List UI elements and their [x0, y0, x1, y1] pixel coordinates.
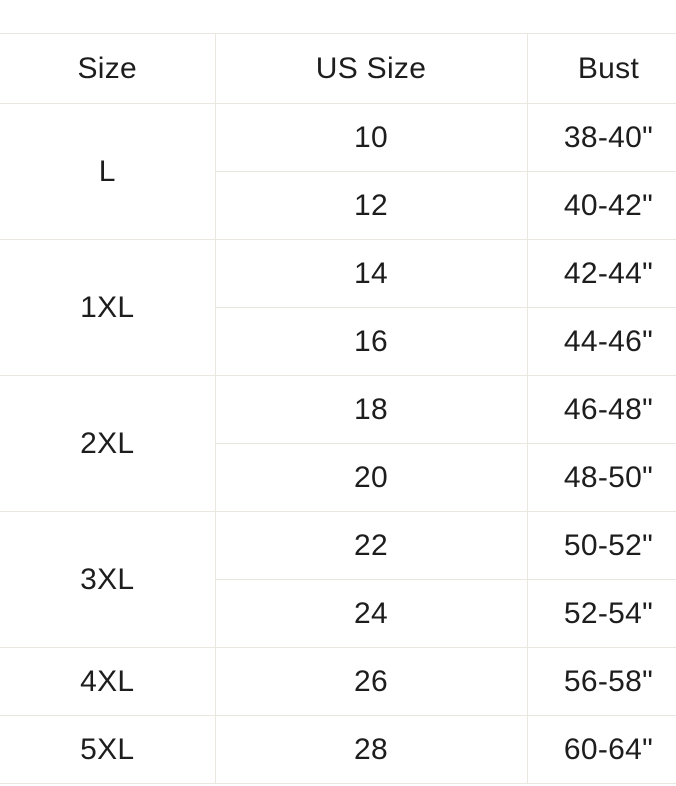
us-size-cell: 10	[215, 104, 527, 172]
bust-cell: 52-54"	[527, 580, 676, 648]
bust-cell: 46-48"	[527, 376, 676, 444]
us-size-cell: 18	[215, 376, 527, 444]
header-row	[0, 34, 676, 104]
col-header-us-size: US Size	[215, 34, 527, 104]
col-header-size: Size	[0, 34, 215, 104]
bust-cell: 40-42"	[527, 172, 676, 240]
size-group-cell-1xl: 1XL	[0, 240, 215, 376]
bust-cell: 60-64"	[527, 716, 676, 784]
size-group-cell-5xl: 5XL	[0, 716, 215, 784]
table-row	[0, 240, 676, 308]
us-size-cell: 14	[215, 240, 527, 308]
us-size-cell: 24	[215, 580, 527, 648]
us-size-cell: 12	[215, 172, 527, 240]
bust-cell: 56-58"	[527, 648, 676, 716]
bust-cell: 48-50"	[527, 444, 676, 512]
col-header-bust: Bust	[527, 34, 676, 104]
bust-cell: 38-40"	[527, 104, 676, 172]
us-size-cell: 28	[215, 716, 527, 784]
table-row	[0, 648, 676, 716]
table-row	[0, 376, 676, 444]
size-chart-table	[0, 33, 676, 784]
us-size-cell: 20	[215, 444, 527, 512]
us-size-cell: 26	[215, 648, 527, 716]
bust-cell: 50-52"	[527, 512, 676, 580]
bust-cell: 42-44"	[527, 240, 676, 308]
bust-cell: 44-46"	[527, 308, 676, 376]
size-group-cell-4xl: 4XL	[0, 648, 215, 716]
table-row	[0, 104, 676, 172]
table-row	[0, 716, 676, 784]
us-size-cell: 16	[215, 308, 527, 376]
size-group-cell-3xl: 3XL	[0, 512, 215, 648]
us-size-cell: 22	[215, 512, 527, 580]
size-group-cell-l: L	[0, 104, 215, 240]
size-group-cell-2xl: 2XL	[0, 376, 215, 512]
table-row	[0, 512, 676, 580]
size-chart-viewport	[0, 33, 676, 786]
